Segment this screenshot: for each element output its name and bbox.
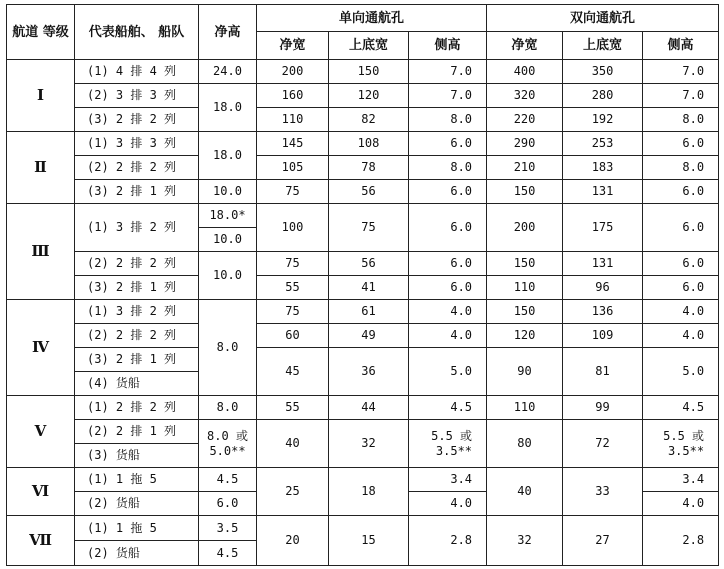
vessel-cell: (1) 3 排 2 列	[75, 204, 199, 252]
cell: 75	[329, 204, 409, 252]
cell: 8.0	[409, 108, 487, 132]
cell: 8.0	[643, 156, 719, 180]
cell: 6.0	[409, 276, 487, 300]
cell: 40	[487, 468, 563, 516]
navigation-clearance-table	[6, 4, 719, 566]
cell: 105	[257, 156, 329, 180]
grade-cell: Ⅲ	[7, 204, 75, 300]
grade-cell: Ⅴ	[7, 396, 75, 468]
vessel-cell: (2) 货船	[75, 492, 199, 516]
cell: 109	[563, 324, 643, 348]
cell: 320	[487, 84, 563, 108]
grade-cell: Ⅳ	[7, 300, 75, 396]
vessel-cell: (2) 3 排 3 列	[75, 84, 199, 108]
header-tw-side-height: 侧高	[643, 32, 719, 60]
cell: 4.0	[409, 492, 487, 516]
vessel-cell: (1) 4 排 4 列	[75, 60, 199, 84]
vessel-cell: (1) 3 排 3 列	[75, 132, 199, 156]
vessel-cell: (1) 1 拖 5	[75, 468, 199, 492]
vessel-cell: (2) 2 排 1 列	[75, 420, 199, 444]
cell: 44	[329, 396, 409, 420]
cell: 75	[257, 252, 329, 276]
cell: 8.0	[643, 108, 719, 132]
cell: 150	[329, 60, 409, 84]
height-cell: 18.0	[199, 132, 257, 180]
vessel-cell: (3) 2 排 2 列	[75, 108, 199, 132]
cell: 3.4	[643, 468, 719, 492]
cell: 41	[329, 276, 409, 300]
grade-cell: Ⅵ	[7, 468, 75, 516]
cell: 220	[487, 108, 563, 132]
cell: 3.4	[409, 468, 487, 492]
cell: 136	[563, 300, 643, 324]
cell: 131	[563, 252, 643, 276]
cell: 4.0	[643, 492, 719, 516]
cell: 350	[563, 60, 643, 84]
cell: 60	[257, 324, 329, 348]
cell: 160	[257, 84, 329, 108]
cell: 110	[487, 396, 563, 420]
cell: 15	[329, 516, 409, 566]
cell: 5.5 或 3.5**	[409, 420, 487, 468]
cell: 55	[257, 276, 329, 300]
header-one-way: 单向通航孔	[257, 5, 487, 32]
cell: 40	[257, 420, 329, 468]
height-cell: 8.0 或 5.0**	[199, 420, 257, 468]
cell: 400	[487, 60, 563, 84]
cell: 4.0	[643, 324, 719, 348]
cell: 81	[563, 348, 643, 396]
cell: 27	[563, 516, 643, 566]
cell: 5.0	[643, 348, 719, 396]
height-cell: 10.0	[199, 180, 257, 204]
header-tw-net-width: 净宽	[487, 32, 563, 60]
header-vessel: 代表船舶、 船队	[75, 5, 199, 60]
height-cell: 10.0	[199, 252, 257, 300]
cell: 200	[257, 60, 329, 84]
cell: 78	[329, 156, 409, 180]
vessel-cell: (3) 2 排 1 列	[75, 348, 199, 372]
cell: 6.0	[643, 252, 719, 276]
cell: 82	[329, 108, 409, 132]
cell: 4.0	[409, 300, 487, 324]
cell: 75	[257, 180, 329, 204]
height-cell: 6.0	[199, 492, 257, 516]
height-cell: 24.0	[199, 60, 257, 84]
height-cell: 8.0	[199, 300, 257, 396]
height-cell: 18.0*	[199, 204, 257, 228]
cell: 4.5	[643, 396, 719, 420]
cell: 2.8	[643, 516, 719, 566]
cell: 4.0	[643, 300, 719, 324]
cell: 110	[487, 276, 563, 300]
cell: 253	[563, 132, 643, 156]
cell: 150	[487, 180, 563, 204]
cell: 100	[257, 204, 329, 252]
vessel-cell: (2) 2 排 2 列	[75, 324, 199, 348]
vessel-cell: (2) 2 排 2 列	[75, 252, 199, 276]
vessel-cell: (1) 2 排 2 列	[75, 396, 199, 420]
cell: 4.0	[409, 324, 487, 348]
cell: 6.0	[409, 204, 487, 252]
cell: 7.0	[643, 60, 719, 84]
cell: 175	[563, 204, 643, 252]
cell: 6.0	[643, 180, 719, 204]
vessel-cell: (3) 2 排 1 列	[75, 276, 199, 300]
cell: 6.0	[409, 132, 487, 156]
header-ow-net-width: 净宽	[257, 32, 329, 60]
cell: 55	[257, 396, 329, 420]
cell: 5.5 或 3.5**	[643, 420, 719, 468]
cell: 32	[329, 420, 409, 468]
height-cell: 10.0	[199, 228, 257, 252]
cell: 6.0	[409, 252, 487, 276]
cell: 36	[329, 348, 409, 396]
cell: 110	[257, 108, 329, 132]
cell: 7.0	[409, 60, 487, 84]
cell: 120	[329, 84, 409, 108]
cell: 49	[329, 324, 409, 348]
cell: 4.5	[409, 396, 487, 420]
vessel-cell: (2) 货船	[75, 541, 199, 566]
header-tw-bottom-width: 上底宽	[563, 32, 643, 60]
cell: 45	[257, 348, 329, 396]
vessel-cell: (3) 货船	[75, 444, 199, 468]
cell: 90	[487, 348, 563, 396]
cell: 20	[257, 516, 329, 566]
height-cell: 18.0	[199, 84, 257, 132]
cell: 6.0	[643, 276, 719, 300]
vessel-cell: (1) 3 排 2 列	[75, 300, 199, 324]
height-cell: 4.5	[199, 541, 257, 566]
grade-cell: Ⅰ	[7, 60, 75, 132]
cell: 108	[329, 132, 409, 156]
cell: 96	[563, 276, 643, 300]
header-two-way: 双向通航孔	[487, 5, 719, 32]
height-cell: 8.0	[199, 396, 257, 420]
cell: 150	[487, 252, 563, 276]
cell: 8.0	[409, 156, 487, 180]
grade-cell: Ⅱ	[7, 132, 75, 204]
cell: 56	[329, 180, 409, 204]
cell: 150	[487, 300, 563, 324]
cell: 32	[487, 516, 563, 566]
cell: 80	[487, 420, 563, 468]
header-clear-height: 净高	[199, 5, 257, 60]
cell: 7.0	[409, 84, 487, 108]
header-ow-side-height: 侧高	[409, 32, 487, 60]
grade-cell: Ⅶ	[7, 516, 75, 566]
cell: 6.0	[643, 132, 719, 156]
height-cell: 3.5	[199, 516, 257, 541]
cell: 192	[563, 108, 643, 132]
cell: 25	[257, 468, 329, 516]
cell: 2.8	[409, 516, 487, 566]
cell: 5.0	[409, 348, 487, 396]
cell: 6.0	[643, 204, 719, 252]
cell: 6.0	[409, 180, 487, 204]
cell: 75	[257, 300, 329, 324]
cell: 56	[329, 252, 409, 276]
cell: 7.0	[643, 84, 719, 108]
vessel-cell: (3) 2 排 1 列	[75, 180, 199, 204]
cell: 131	[563, 180, 643, 204]
vessel-cell: (4) 货船	[75, 372, 199, 396]
vessel-cell: (2) 2 排 2 列	[75, 156, 199, 180]
cell: 33	[563, 468, 643, 516]
cell: 145	[257, 132, 329, 156]
cell: 18	[329, 468, 409, 516]
height-cell: 4.5	[199, 468, 257, 492]
cell: 200	[487, 204, 563, 252]
header-ow-bottom-width: 上底宽	[329, 32, 409, 60]
cell: 120	[487, 324, 563, 348]
cell: 99	[563, 396, 643, 420]
cell: 210	[487, 156, 563, 180]
cell: 183	[563, 156, 643, 180]
cell: 280	[563, 84, 643, 108]
cell: 61	[329, 300, 409, 324]
header-grade: 航道 等级	[7, 5, 75, 60]
vessel-cell: (1) 1 拖 5	[75, 516, 199, 541]
cell: 72	[563, 420, 643, 468]
cell: 290	[487, 132, 563, 156]
